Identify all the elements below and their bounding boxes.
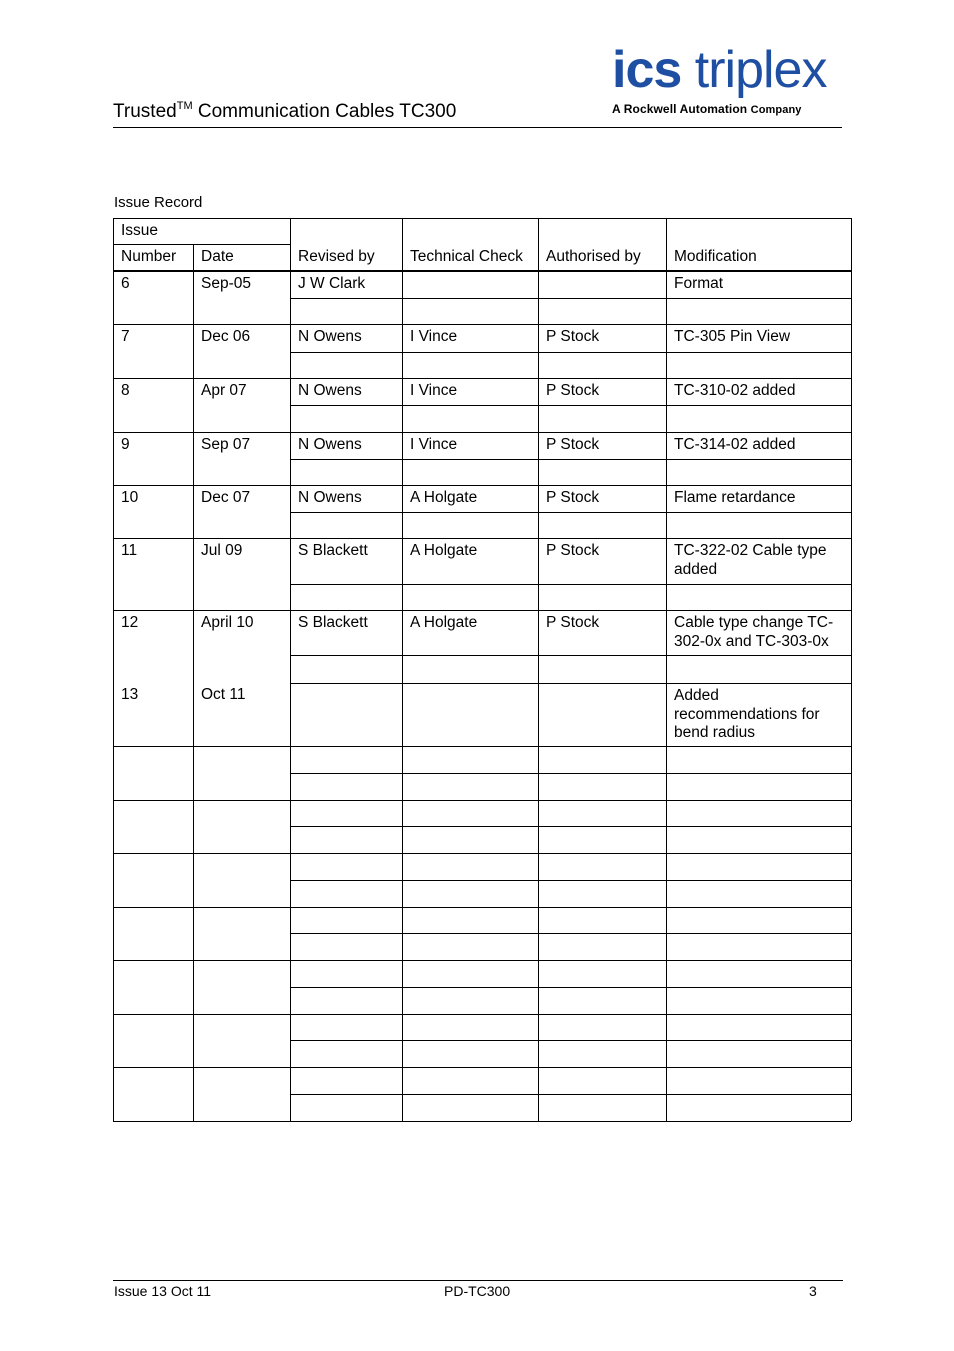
table-rule [193,907,194,960]
table-rule [538,485,539,538]
table-rule [402,800,403,853]
header-authorised-by: Authorised by [546,248,641,265]
cell-issue-number: 10 [121,489,139,506]
table-rule [193,324,194,378]
logo-tagline-company: Company [750,104,802,116]
table-rule [290,485,291,538]
table-rule [666,960,667,1014]
table-rule [666,1067,667,1121]
table-rule [666,324,667,378]
cell-issue-date: Apr 07 [201,382,247,399]
table-rule [193,244,194,271]
cell-authorised-by: P Stock [546,436,600,453]
cell-issue-number: 8 [121,382,130,399]
cell-revised-by: N Owens [298,436,362,453]
cell-issue-number: 12 [121,614,139,631]
table-rule [290,880,851,881]
table-rule [113,432,851,433]
table-rule [113,271,114,324]
cell-issue-date: Sep 07 [201,436,251,453]
table-rule [666,907,667,960]
table-rule [290,610,291,746]
table-rule [402,324,403,378]
table-rule [290,584,851,585]
cell-authorised-by: P Stock [546,328,600,345]
table-rule [851,432,852,485]
table-rule [290,853,291,907]
table-rule [290,800,291,853]
table-rule [113,853,851,854]
cell-technical-check: A Holgate [410,542,478,559]
cell-revised-by: S Blackett [298,542,368,559]
cell-technical-check: A Holgate [410,614,478,631]
table-rule [113,485,114,538]
cell-revised-by: N Owens [298,382,362,399]
table-rule [402,485,403,538]
table-rule [666,218,667,271]
table-rule [290,352,851,353]
cell-technical-check: I Vince [410,382,458,399]
table-rule [402,538,403,610]
table-rule [402,853,403,907]
table-rule [851,324,852,378]
table-rule [538,378,539,432]
table-rule [666,485,667,538]
section-label: Issue Record [114,194,203,211]
table-rule [290,1067,291,1121]
cell-technical-check: I Vince [410,436,458,453]
table-rule [113,485,851,486]
cell-authorised-by: P Stock [546,614,600,631]
cell-modification: TC-322-02 Cable type added [674,542,827,578]
table-rule [402,1067,403,1121]
table-rule [113,1067,114,1121]
table-rule [402,271,403,324]
cell-modification: TC-305 Pin View [674,328,791,345]
table-rule [193,960,194,1014]
cell-issue-number: 6 [121,275,130,292]
cell-revised-by: J W Clark [298,275,366,292]
table-rule [538,907,539,960]
cell-issue-date: April 10 [201,614,254,631]
table-rule [290,826,851,827]
header-issue-group: Issue [121,222,159,239]
table-rule [290,512,851,513]
table-rule [290,432,291,485]
table-rule [851,746,852,800]
table-rule [193,746,194,800]
table-rule [538,218,539,271]
table-rule [113,432,114,485]
table-rule [113,746,114,800]
cell-technical-check: A Holgate [410,489,478,506]
table-rule [290,683,851,684]
table-rule [113,1121,851,1122]
table-rule [113,378,114,432]
table-rule [113,800,114,853]
table-rule [851,1014,852,1067]
cell-issue-date: Sep-05 [201,275,251,292]
footer-issue: Issue 13 Oct 11 [114,1283,212,1299]
table-rule [402,907,403,960]
table-rule [193,800,194,853]
table-rule [290,405,851,406]
cell-issue-date: Dec 07 [201,489,251,506]
table-rule [113,800,851,801]
table-rule [290,324,291,378]
cell-issue-date: Jul 09 [201,542,243,559]
table-rule [290,378,291,432]
table-rule [851,610,852,746]
table-rule [290,933,851,934]
table-rule [290,298,851,299]
table-rule [666,378,667,432]
table-rule [193,538,194,610]
table-rule [113,1014,851,1015]
table-rule [538,1067,539,1121]
table-rule [402,960,403,1014]
table-rule [851,853,852,907]
table-rule [113,378,851,379]
logo-triplex: triplex [694,41,827,99]
logo-ics: ics [612,41,682,99]
header-issue-date: Date [201,248,234,265]
header-issue-number: Number [121,248,177,265]
table-rule [290,459,851,460]
table-rule [402,610,403,746]
cell-issue-number: 9 [121,436,130,453]
table-rule [666,538,667,610]
table-rule [290,218,291,271]
header-modification: Modification [674,248,757,265]
table-rule [113,960,114,1014]
table-rule [851,800,852,853]
table-rule [290,987,851,988]
table-rule [113,746,851,747]
table-rule [193,485,194,538]
table-rule [851,960,852,1014]
table-rule [193,271,194,324]
cell-technical-check: I Vince [410,328,458,345]
table-rule [113,610,851,611]
trademark-mark: TM [176,100,193,112]
cell-authorised-by: P Stock [546,542,600,559]
table-rule [666,271,667,324]
header-revised-by: Revised by [298,248,375,265]
table-rule [290,655,851,656]
cell-issue-number: 7 [121,328,130,345]
table-rule [113,907,114,960]
table-rule [290,1094,851,1095]
table-rule [113,270,851,272]
table-rule [113,218,851,219]
title-prefix: Trusted [113,101,177,122]
table-rule [113,324,851,325]
table-rule [402,1014,403,1067]
table-rule [290,773,851,774]
table-rule [290,746,291,800]
table-rule [290,960,291,1014]
table-rule [113,1014,114,1067]
cell-modification: Added recommendations for bend radius [674,687,820,741]
header-technical-check: Technical Check [410,248,523,265]
table-rule [538,800,539,853]
table-rule [290,271,291,324]
table-rule [538,746,539,800]
cell-issue-number: 13 [121,686,139,703]
table-rule [193,610,194,746]
footer-divider [113,1280,843,1281]
cell-modification: Cable type change TC- 302-0x and TC-303-0x [674,614,834,650]
table-rule [193,432,194,485]
cell-issue-date: Dec 06 [201,328,251,345]
table-rule [851,538,852,610]
table-rule [666,853,667,907]
table-rule [402,378,403,432]
cell-modification: Flame retardance [674,489,796,506]
cell-authorised-by: P Stock [546,489,600,506]
footer-page-number: 3 [809,1283,817,1299]
cell-revised-by: S Blackett [298,614,368,631]
table-rule [113,610,114,746]
cell-authorised-by: P Stock [546,382,600,399]
table-rule [538,538,539,610]
cell-modification: TC-310-02 added [674,382,796,399]
cell-issue-number: 11 [121,542,138,559]
cell-issue-date: Oct 11 [201,686,246,703]
table-rule [113,960,851,961]
table-rule [851,907,852,960]
footer-doc-id: PD-TC300 [444,1283,511,1299]
table-rule [290,907,291,960]
table-rule [851,485,852,538]
cell-revised-by: N Owens [298,489,362,506]
table-rule [538,610,539,746]
table-rule [538,324,539,378]
cell-modification: TC-314-02 added [674,436,796,453]
table-rule [113,853,114,907]
logo-tagline-main: A Rockwell Automation [612,102,748,116]
title-suffix: Communication Cables TC300 [192,101,457,122]
table-rule [402,432,403,485]
table-rule [113,324,114,378]
cell-revised-by: N Owens [298,328,362,345]
table-rule [538,432,539,485]
table-rule [113,907,851,908]
table-rule [851,218,852,271]
table-rule [851,378,852,432]
table-rule [113,244,290,245]
table-rule [113,218,114,271]
table-rule [538,853,539,907]
table-rule [193,378,194,432]
table-rule [193,1014,194,1067]
table-rule [851,271,852,324]
table-rule [402,746,403,800]
table-rule [290,538,291,610]
table-rule [113,538,851,539]
table-rule [538,1014,539,1067]
table-rule [666,746,667,800]
table-rule [666,610,667,746]
table-rule [193,853,194,907]
table-rule [666,800,667,853]
table-rule [666,1014,667,1067]
table-rule [113,1067,851,1068]
table-rule [290,1014,291,1067]
table-rule [113,538,114,610]
table-rule [538,960,539,1014]
table-rule [193,1067,194,1121]
table-rule [402,218,403,271]
cell-modification: Format [674,275,724,292]
table-rule [538,271,539,324]
table-rule [290,1040,851,1041]
table-rule [851,1067,852,1121]
table-rule [666,432,667,485]
